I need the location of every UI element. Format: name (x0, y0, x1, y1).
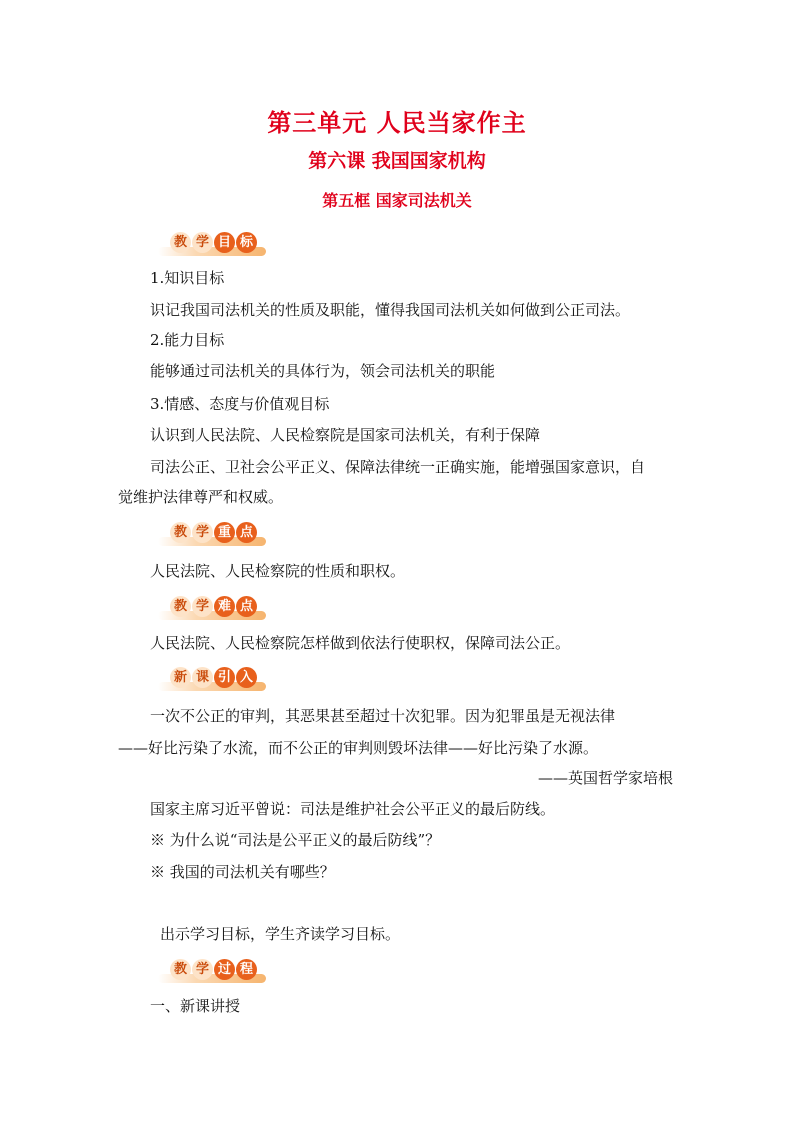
badge-char: 点 (236, 522, 257, 543)
badge-char: 教 (170, 522, 191, 543)
ability-text: 能够通过司法机关的具体行为，领会司法机关的职能 (150, 362, 496, 380)
badge-char: 重 (214, 522, 235, 543)
badge-char: 过 (214, 959, 235, 980)
badge-char: 学 (192, 959, 213, 980)
ability-heading: 2.能力目标 (150, 331, 225, 349)
lesson-title: 第六课 我国国家机构 (308, 150, 486, 172)
badge-char: 点 (236, 596, 257, 617)
badge-char: 目 (214, 232, 235, 253)
quote-line: 一次不公正的审判，其恶果甚至超过十次犯罪。因为犯罪虽是无视法律 (150, 707, 616, 725)
statement-text: 国家主席习近平曾说：司法是维护社会公平正义的最后防线。 (150, 800, 556, 818)
key-points-badge (158, 520, 270, 548)
badge-char: 学 (192, 596, 213, 617)
badge-char: 学 (192, 522, 213, 543)
objectives-badge (158, 230, 270, 258)
badge-char: 教 (170, 959, 191, 980)
badge-char: 新 (170, 667, 191, 688)
badge-char: 教 (170, 232, 191, 253)
key-points-text: 人民法院、人民检察院的性质和职权。 (150, 562, 406, 580)
badge-char: 难 (214, 596, 235, 617)
process-heading: 一、新课讲授 (150, 997, 241, 1015)
process-badge (158, 957, 270, 985)
badge-char: 标 (236, 232, 257, 253)
emotion-text-line: 觉维护法律尊严和权威。 (118, 488, 284, 506)
knowledge-heading: 1.知识目标 (150, 269, 225, 287)
emotion-heading: 3.情感、态度与价值观目标 (150, 395, 330, 413)
emotion-text-line: 认识到人民法院、人民检察院是国家司法机关，有利于保障 (150, 426, 541, 444)
difficulties-text: 人民法院、人民检察院怎样做到依法行使职权，保障司法公正。 (150, 634, 571, 652)
emotion-text-line: 司法公正、卫社会公平正义、保障法律统一正确实施，能增强国家意识，自 (150, 458, 646, 476)
question-item: ※ 我国的司法机关有哪些？ (150, 863, 335, 881)
badge-char: 程 (236, 959, 257, 980)
question-item: ※ 为什么说“司法是公平正义的最后防线”？ (150, 831, 441, 849)
badge-char: 教 (170, 596, 191, 617)
quote-line: ——好比污染了水流，而不公正的审判则毁坏法律——好比污染了水源。 (118, 739, 599, 757)
quote-source: ——英国哲学家培根 (537, 769, 673, 787)
intro-badge (158, 665, 270, 693)
badge-char: 学 (192, 232, 213, 253)
badge-char: 引 (214, 667, 235, 688)
badge-char: 课 (192, 667, 213, 688)
badge-char: 入 (236, 667, 257, 688)
unit-title: 第三单元 人民当家作主 (267, 109, 527, 137)
section-title: 第五框 国家司法机关 (322, 191, 472, 210)
difficulties-badge (158, 594, 270, 622)
instruction-text: 出示学习目标，学生齐读学习目标。 (160, 925, 401, 943)
knowledge-text: 识记我国司法机关的性质及职能，懂得我国司法机关如何做到公正司法。 (150, 301, 631, 319)
